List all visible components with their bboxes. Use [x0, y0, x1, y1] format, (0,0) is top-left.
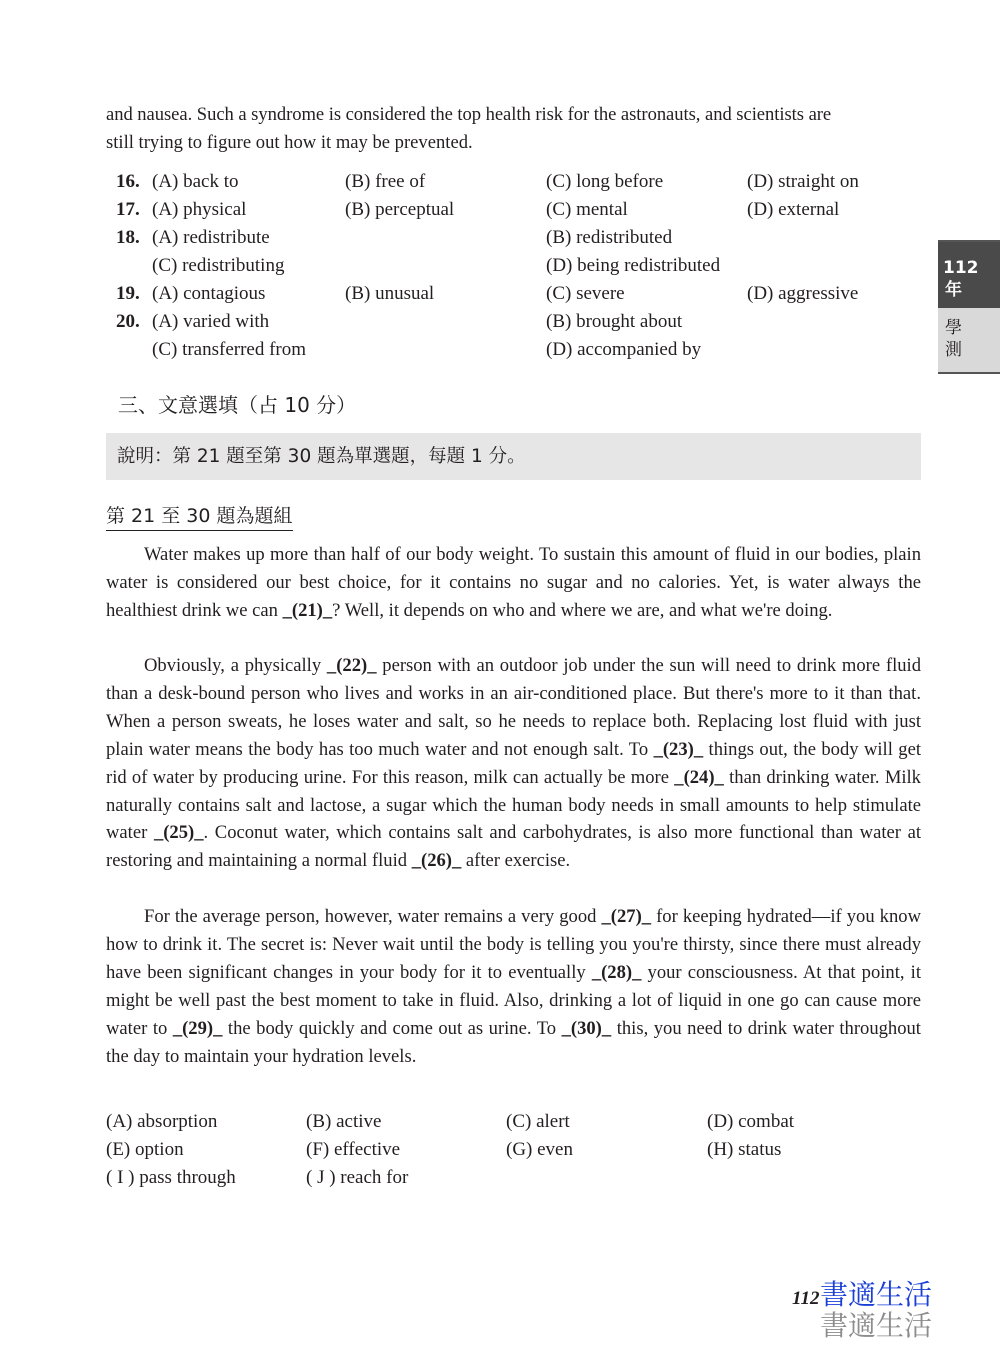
passage-paragraph-1: Water makes up more than half of our body weight. To sustain this amount of fluid in our bodies, plain water is considered our best choice, for it contains no sugar and no calories. Yet, is water always the healthiest drink we can _(21)_? Well, it depends on who and where we are, and what we're doing.	[106, 544, 921, 621]
instruction-box	[106, 433, 921, 480]
side-tab	[938, 240, 1000, 374]
side-tab-year-number: 112	[943, 258, 979, 278]
blank-23: _(23)_	[653, 738, 704, 760]
blank-29: _(29)_	[172, 1017, 223, 1039]
word-bank-item: ( I ) pass through	[106, 1167, 236, 1188]
option-c: (C) redistributing	[152, 255, 285, 276]
word-bank-item: (B) active	[306, 1111, 382, 1132]
watermark-bottom: 書適生活	[820, 1309, 933, 1342]
side-tab-year	[938, 242, 1000, 308]
passage-paragraph-2: Obviously, a physically _(22)_ person with an outdoor job under the sun will need to drink more fluid than a desk-bound person who lives and works in an air-conditioned place. But there's more to it than that. When a person sweats, he loses water and salt, so he needs to replace both. Replacing lost fluid with just plain water means the body has too much water and not enough salt. To _(23)_ things out, the body will get rid of water by producing urine. For this reason, milk can actually be more _(24)_ than drinking water. Milk naturally contains salt and lactose, a sugar which the human body needs in small amounts to help stimulate water _(25)_. Coconut water, which contains salt and carbohydrates, is also more functional than water at restoring and maintaining a normal fluid _(26)_ after exercise.	[106, 655, 922, 872]
option-d: (D) being redistributed	[546, 255, 721, 276]
side-tab-exam-char-1: 學	[945, 318, 962, 338]
blank-27: _(27)_	[601, 906, 652, 927]
option-d: (D) aggressive	[747, 283, 859, 304]
word-bank-item: (E) option	[106, 1139, 184, 1160]
word-bank-item: ( J ) reach for	[306, 1167, 409, 1188]
option-a: (A) physical	[152, 199, 247, 220]
blank-25: _(25)_	[153, 822, 204, 844]
question-number: 17.	[116, 199, 140, 220]
blank-28: _(28)_	[591, 961, 642, 983]
option-b: (B) perceptual	[345, 199, 455, 220]
option-a: (A) redistribute	[152, 227, 270, 248]
option-b: (B) redistributed	[546, 227, 673, 248]
question-number: 18.	[116, 227, 140, 248]
option-d: (D) external	[747, 199, 840, 220]
option-d: (D) straight on	[747, 171, 859, 192]
question-number: 16.	[116, 171, 140, 192]
blank-22: _(22)_	[326, 655, 377, 676]
intro-line-2: still trying to figure out how it may be prevented.	[106, 132, 473, 153]
word-bank-item: (F) effective	[306, 1139, 401, 1160]
word-bank-item: (D) combat	[707, 1111, 795, 1132]
word-bank-item: (G) even	[506, 1139, 573, 1160]
blank-26: _(26)_	[411, 850, 462, 872]
option-b: (B) brought about	[546, 311, 683, 332]
watermark-top: 書適生活	[820, 1278, 933, 1311]
group-title: 第 21 至 30 題為題組	[106, 503, 293, 531]
word-bank-item: (A) absorption	[106, 1111, 218, 1132]
option-c: (C) transferred from	[152, 339, 307, 360]
option-d: (D) accompanied by	[546, 339, 702, 360]
question-number: 19.	[116, 283, 140, 304]
side-tab-year-char: 年	[945, 280, 962, 300]
word-bank-item: (H) status	[707, 1139, 782, 1160]
option-a: (A) varied with	[152, 311, 270, 332]
passage-paragraph-3: For the average person, however, water remains a very good _(27)_ for keeping hydrated—if you know how to drink it. The secret is: Never wait until the body is telling you you're thirsty, since there must already have been significant changes in your body for it to eventually _(28)_ your consciousness. At that point, it might be well past the best moment to take in fluid. Also, drinking a lot of liquid in one go can cause more water to _(29)_ the body quickly and come out as urine. To _(30)_ this, you need to drink water throughout the day to maintain your hydration levels.	[106, 906, 921, 1067]
blank-24: _(24)_	[674, 766, 724, 788]
blank-30: _(30)_	[561, 1017, 612, 1039]
option-b: (B) free of	[345, 171, 426, 192]
page-label: 112	[792, 1288, 820, 1309]
side-tab-exam	[938, 308, 1000, 372]
question-number: 20.	[116, 311, 140, 332]
option-c: (C) long before	[546, 171, 664, 192]
section-heading: 三、文意選填（占 10 分）	[118, 393, 357, 417]
instruction-text: 說明：第 21 題至第 30 題為單選題，每題 1 分。	[117, 446, 526, 467]
option-c: (C) severe	[546, 283, 625, 304]
intro-line-1: and nausea. Such a syndrome is considered the top health risk for the astronauts, and scientists are	[106, 104, 832, 125]
side-tab-exam-char-2: 測	[945, 340, 962, 360]
option-b: (B) unusual	[345, 283, 435, 304]
option-c: (C) mental	[546, 199, 628, 220]
option-a: (A) back to	[152, 171, 239, 192]
word-bank-item: (C) alert	[506, 1111, 570, 1132]
blank-21: _(21)_	[282, 599, 333, 621]
option-a: (A) contagious	[152, 283, 266, 304]
